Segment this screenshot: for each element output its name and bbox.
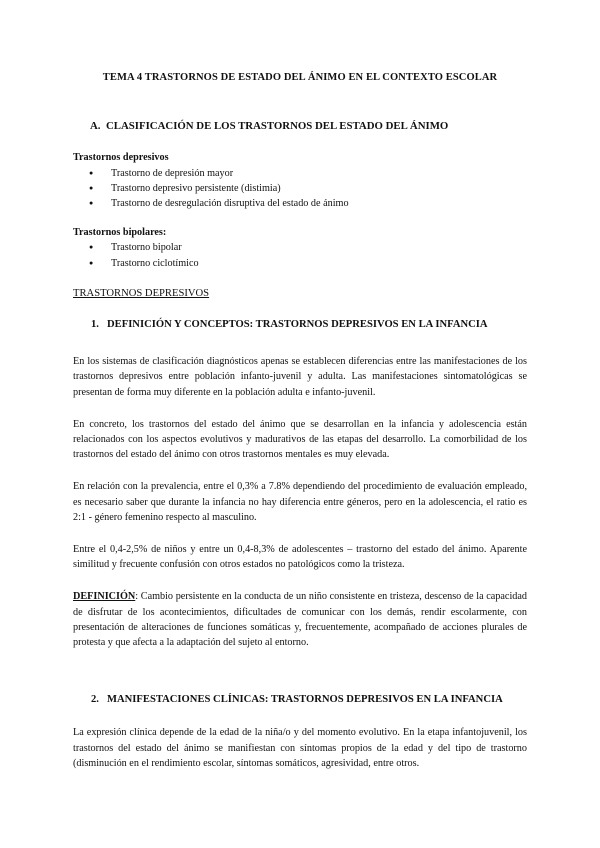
list-item: ● Trastorno de depresión mayor — [73, 166, 527, 181]
section-2-text: MANIFESTACIONES CLÍNICAS: TRASTORNOS DEPRESIVOS EN LA INFANCIA — [107, 694, 503, 706]
section-1-number: 1. — [91, 319, 99, 331]
bipolares-list — [73, 240, 527, 270]
depresivos-list — [73, 166, 527, 212]
section-1-text: DEFINICIÓN Y CONCEPTOS: TRASTORNOS DEPRESIVOS EN LA INFANCIA — [107, 319, 488, 331]
section-a-number: A. — [90, 120, 101, 133]
trastornos-depresivos-heading: TRASTORNOS DEPRESIVOS — [73, 287, 210, 299]
list-item: ● Trastorno ciclotímico — [73, 256, 527, 271]
list-item: ● Trastorno bipolar — [73, 240, 527, 255]
depresivos-heading: Trastornos depresivos — [73, 152, 169, 164]
paragraph: En los sistemas de clasificación diagnósticos apenas se establecen diferencias entre las manifestaciones de los trastornos depresivos entre población infanto-juvenil y adulta. Las manifestaciones sintomatológicas se presentan de forma muy diferente en la población adulta e infanto-juvenil. — [73, 356, 527, 398]
list-item: ● Trastorno de desregulación disruptiva del estado de ánimo — [73, 196, 527, 211]
section-a-text: CLASIFICACIÓN DE LOS TRASTORNOS DEL ESTADO DEL ÁNIMO — [106, 120, 449, 133]
bipolares-heading: Trastornos bipolares: — [73, 227, 167, 239]
definition-label: DEFINICIÓN — [73, 591, 136, 603]
section-a-heading — [90, 119, 527, 134]
section-1-heading — [91, 317, 527, 332]
document-title: TEMA 4 TRASTORNOS DE ESTADO DEL ÁNIMO EN EL CONTEXTO ESCOLAR — [102, 72, 498, 83]
definition-paragraph — [73, 589, 527, 650]
list-item: ● Trastorno depresivo persistente (distimia) — [73, 181, 527, 196]
paragraph: En concreto, los trastornos del estado del ánimo que se desarrollan en la infancia y adolescencia están relacionados con los aspectos evolutivos y madurativos de las etapas del desarrollo. La comorbilidad de los trastornos del estado del ánimo con otros trastornos mentales es muy elevada. — [73, 418, 527, 461]
definition-text: : Cambio persistente en la conducta de un niño consistente en tristeza, descenso de la capacidad de disfrutar de los acontecimientos, dificultades de comunicar con los demás, rendir escolarmente, con presentación de alteraciones de funciones somáticas y, frecuentemente, acompañado de acciones plurales de protesta y que afecta a la adaptación del sujeto al entorno. — [73, 591, 527, 649]
section-2-number: 2. — [91, 694, 99, 706]
section-2-heading — [91, 692, 527, 707]
paragraph: Entre el 0,4-2,5% de niños y entre un 0,4-8,3% de adolescentes – trastorno del estado del ánimo. Aparente similitud y frecuente confusión con otros estados no patológicos como la tristeza. — [73, 544, 527, 571]
paragraph: En relación con la prevalencia, entre el 0,3% a 7.8% dependiendo del procedimiento de evaluación empleado, es necesario saber que durante la infancia no hay diferencia entre géneros, pero en la adolescencia, el ratio es 2:1 - género femenino respecto al masculino. — [73, 481, 527, 523]
paragraph: La expresión clínica depende de la edad de la niña/o y del momento evolutivo. En la etapa infantojuvenil, los trastornos del estado del ánimo se manifiestan con síntomas propios de la edad y del tipo de trastorno (disminución en el rendimiento escolar, síntomas somáticos, agresividad, entre otros. — [73, 727, 527, 769]
